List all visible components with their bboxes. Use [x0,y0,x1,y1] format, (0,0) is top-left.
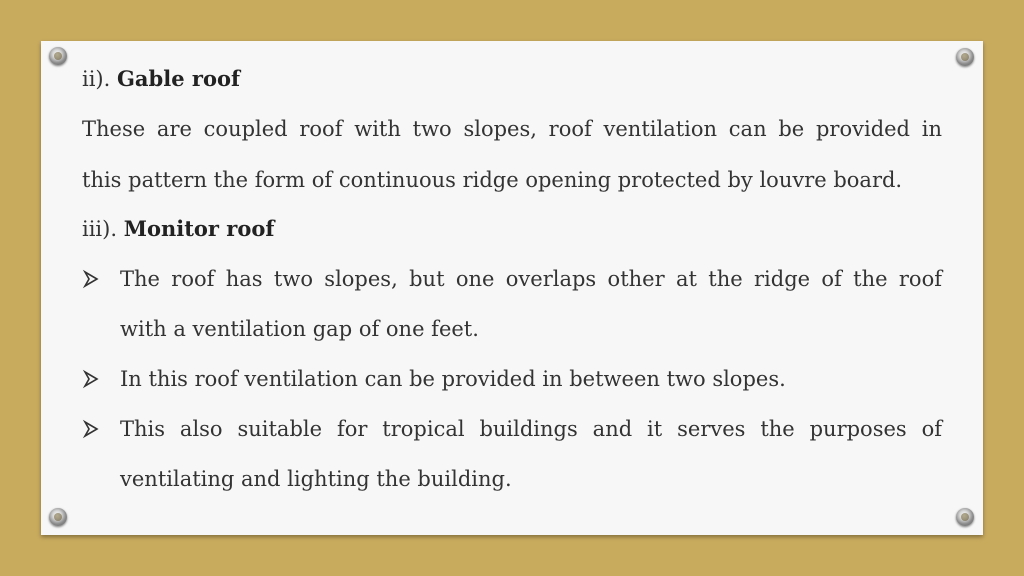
arrow-bullet-icon [82,265,104,293]
pushpin-icon [49,47,67,65]
pushpin-icon [49,508,67,526]
pushpin-icon [956,48,974,66]
paragraph-line: These are coupled roof with two slopes, roof ventilation can be provided in [82,117,942,141]
bullet-text-line: ventilating and lighting the building. [120,467,512,491]
bullet-text-line: In this roof ventilation can be provided in between two slopes. [120,367,786,391]
paragraph-line: this pattern the form of continuous ridge opening protected by louvre board. [82,168,903,192]
section-heading-monitor-roof [82,215,274,243]
arrow-bullet-icon [82,415,104,443]
pushpin-icon [956,508,974,526]
bullet-text-line: with a ventilation gap of one feet. [120,317,479,341]
bullet-text-line: This also suitable for tropical buildings and it serves the purposes of [120,417,942,441]
section-prefix: iii). [82,217,118,241]
bullet-text-line: The roof has two slopes, but one overlaps other at the ridge of the roof [120,267,942,291]
section-prefix: ii). [82,67,111,91]
section-title: Monitor roof [123,216,275,241]
arrow-bullet-icon [82,365,104,393]
section-heading-gable-roof [82,65,240,93]
section-title: Gable roof [117,66,240,91]
